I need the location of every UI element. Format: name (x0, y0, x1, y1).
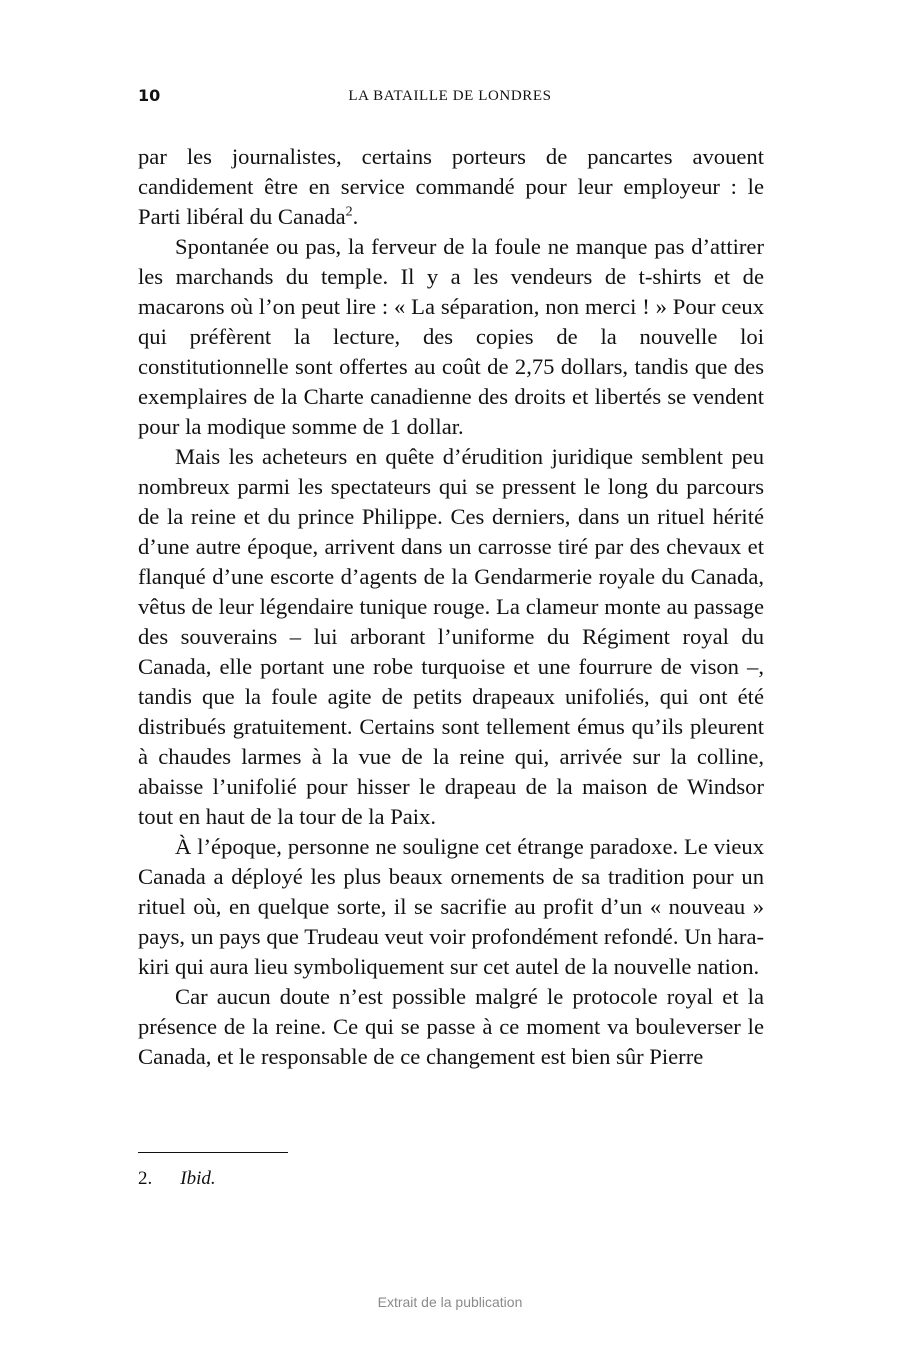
running-title: LA BATAILLE DE LONDRES (348, 88, 552, 104)
paragraph-1-text: par les journalistes, certains porteurs de pancartes avouent candidement être en service commandé pour leur employeur : le Parti libéral du Canada (138, 144, 764, 229)
paragraph-4: À l’époque, personne ne souligne cet étrange paradoxe. Le vieux Canada a déployé les plus beaux ornements de sa tradition pour un rituel où, en quelque sorte, il se sacrifie au profit d’un « nouveau » pays, un pays que Trudeau veut voir profondément refondé. Un hara-kiri qui aura lieu symboliquement sur cet autel de la nouvelle nation. (138, 834, 764, 979)
footnote-text: Ibid. (180, 1168, 216, 1189)
footnote-ref-2: 2 (345, 204, 353, 220)
footnote-divider (138, 1152, 288, 1153)
body-text (138, 142, 764, 1072)
publication-footer: Extrait de la publication (377, 1294, 523, 1310)
footnote (138, 1168, 216, 1190)
footnote-number: 2. (138, 1168, 153, 1189)
page-number: 10 (138, 86, 161, 105)
paragraph-3: Mais les acheteurs en quête d’érudition juridique semblent peu nombreux parmi les spectateurs qui se pressent le long du parcours de la reine et du prince Philippe. Ces derniers, dans un rituel hérité d’une autre époque, arrivent dans un carrosse tiré par des chevaux et flanqué d’une escorte d’agents de la Gendarmerie royale du Canada, vêtus de leur légendaire tunique rouge. La clameur monte au passage des souverains – lui arborant l’uniforme du Régiment royal du Canada, elle portant une robe turquoise et une fourrure de vison –, tandis que la foule agite de petits drapeaux unifoliés, qui ont été distribués gratuitement. Certains sont tellement émus qu’ils pleurent à chaudes larmes à la vue de la reine qui, arrivée sur la colline, abaisse l’unifolié pour hisser le drapeau de la maison de Windsor tout en haut de la tour de la Paix. (138, 444, 764, 829)
paragraph-5: Car aucun doute n’est possible malgré le protocole royal et la présence de la reine. Ce qui se passe à ce moment va bouleverser le Canada, et le responsable de ce changement est bien sûr Pierre (138, 984, 764, 1069)
paragraph-1 (138, 142, 764, 232)
paragraph-2: Spontanée ou pas, la ferveur de la foule ne manque pas d’attirer les marchands du temple. Il y a les vendeurs de t-shirts et de macarons où l’on peut lire : « La séparation, non merci ! » Pour ceux qui préfèrent la lecture, des copies de la nouvelle loi constitutionnelle sont offertes au coût de 2,75 dollars, tandis que des exemplaires de la Charte canadienne des droits et libertés se vendent pour la modique somme de 1 dollar. (138, 234, 764, 439)
paragraph-1-end: . (352, 204, 359, 229)
